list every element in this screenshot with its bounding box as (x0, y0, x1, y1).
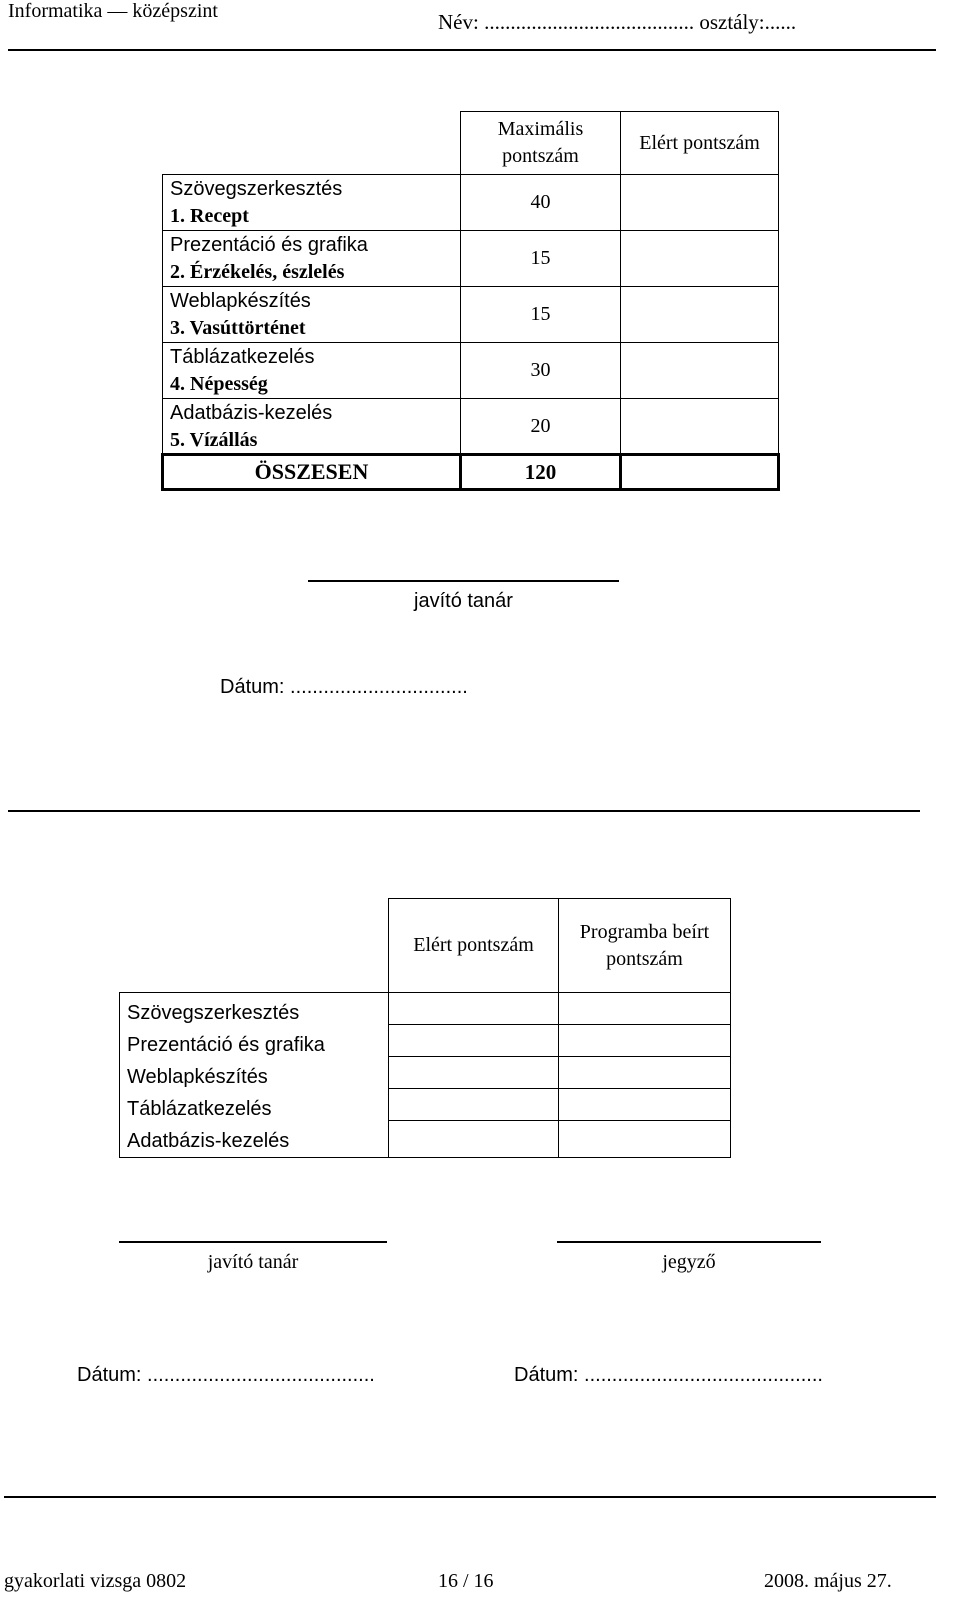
footer-exam: gyakorlati vizsga 0802 (4, 1570, 187, 1592)
signature-label-right: jegyző (662, 1251, 716, 1273)
date-field: Dátum: ................................ (220, 676, 468, 698)
max-score: 15 (461, 287, 621, 343)
task-label: 1. Recept (170, 205, 249, 227)
total-achieved-cell (621, 455, 779, 490)
date-field-left: Dátum: ......................................... (77, 1364, 375, 1386)
score-table-2 (119, 898, 731, 1158)
table-body (120, 993, 731, 1158)
total-label: ÖSSZESEN (163, 455, 461, 490)
category-label: Prezentáció és grafika (127, 1034, 325, 1056)
task-label: 3. Vasúttörténet (170, 317, 306, 339)
footer-rule (4, 1496, 936, 1498)
category-label: Szövegszerkesztés (170, 178, 343, 200)
max-score: 20 (461, 399, 621, 455)
col-max-header: Maximális pontszám (497, 118, 584, 167)
col-achieved-header: Elért pontszám (413, 934, 534, 956)
header-subject: Informatika — középszint (8, 0, 218, 22)
max-score: 40 (461, 175, 621, 231)
table-row (163, 231, 779, 287)
task-label: 5. Vízállás (170, 428, 258, 451)
table-row (163, 343, 779, 399)
signature-label: javító tanár (414, 590, 513, 612)
achieved-score-cell (621, 175, 779, 231)
max-score: 30 (461, 343, 621, 399)
col-entered-header: Programba beírt pontszám (579, 920, 710, 970)
task-label: 2. Érzékelés, észlelés (170, 261, 345, 283)
header-rule (8, 49, 936, 51)
max-score: 15 (461, 231, 621, 287)
category-label: Prezentáció és grafika (170, 234, 368, 256)
achieved-score-cell (621, 399, 779, 455)
category-label: Szövegszerkesztés (127, 1002, 300, 1024)
category-label: Weblapkészítés (127, 1066, 268, 1088)
signature-line-right (557, 1241, 821, 1243)
table-row (163, 287, 779, 343)
category-label: Táblázatkezelés (127, 1098, 272, 1120)
signature-label-left: javító tanár (207, 1251, 299, 1273)
achieved-score-cell (621, 343, 779, 399)
section-separator (8, 810, 920, 812)
footer-date: 2008. május 27. (764, 1570, 892, 1592)
signature-line (308, 580, 619, 582)
category-label: Weblapkészítés (170, 290, 311, 312)
footer-page-number: 16 / 16 (438, 1570, 494, 1592)
category-label: Adatbázis-kezelés (127, 1130, 290, 1152)
achieved-score-cell (621, 287, 779, 343)
col-achieved-header: Elért pontszám (639, 131, 760, 154)
score-table-1 (161, 111, 780, 491)
task-label: 4. Népesség (170, 373, 268, 395)
achieved-score-cell (621, 231, 779, 287)
signature-line-left (119, 1241, 387, 1243)
achieved-score-column (389, 993, 559, 1158)
category-label: Adatbázis-kezelés (170, 401, 333, 424)
date-field-right: Dátum: ........................................... (514, 1364, 823, 1386)
table-row (163, 399, 779, 455)
header-name-field: Név: ........................................ osztály:...... (438, 10, 797, 34)
entered-score-column (559, 993, 731, 1158)
total-row (163, 455, 779, 490)
category-label: Táblázatkezelés (170, 346, 315, 368)
table-row (163, 175, 779, 231)
total-value: 120 (461, 455, 621, 490)
